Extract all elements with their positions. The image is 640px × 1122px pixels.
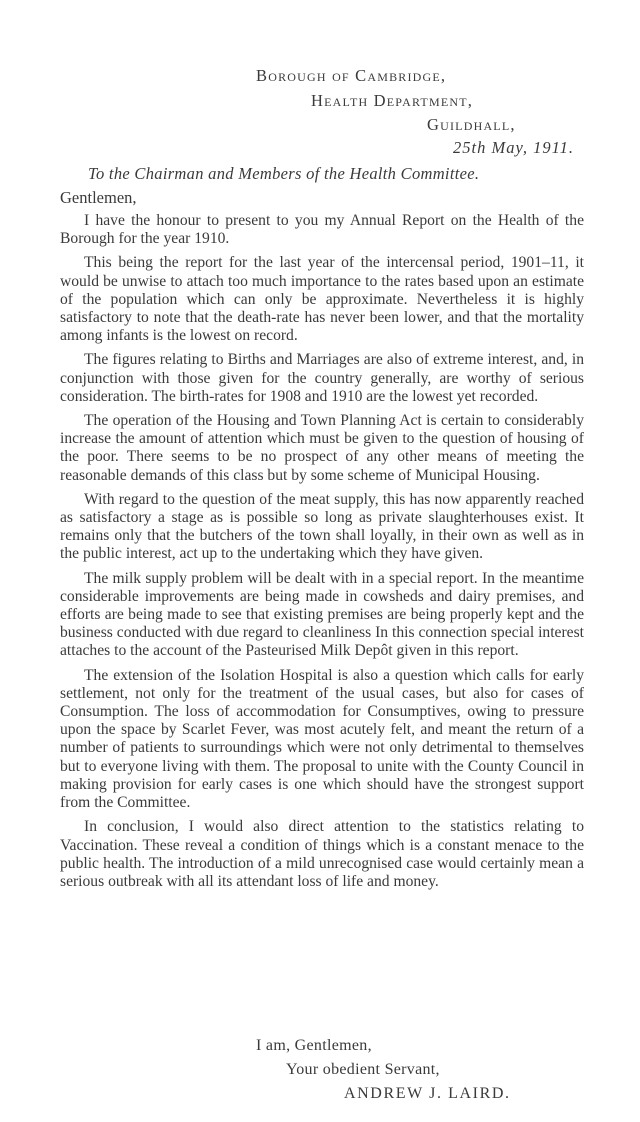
letter-body — [60, 212, 584, 897]
letterhead-borough: Borough of Cambridge, — [256, 66, 447, 85]
signature: ANDREW J. LAIRD. — [344, 1085, 511, 1102]
paragraph-1: I have the honour to present to you my Annual Report on the Health of the Borough for the year 1910. — [60, 212, 584, 248]
letterhead-department: Health Department, — [311, 91, 474, 110]
paragraph-2: This being the report for the last year of the intercensal period, 1901–11, it would be unwise to attach too much importance to the rates based upon an estimate of the population which can only be approximate. Nevertheless it is highly satisfactory to note that the death-rate has never been lower, and that the mortality among infants is the lowest on record. — [60, 254, 584, 345]
addressee: To the Chairman and Members of the Health Committee. — [88, 164, 480, 183]
letter-date: 25th May, 1911. — [453, 138, 575, 157]
closing-servant: Your obedient Servant, — [286, 1061, 440, 1078]
closing-line: I am, Gentlemen, — [256, 1037, 372, 1054]
paragraph-5: With regard to the question of the meat supply, this has now apparently reached as satisfactory a stage as is possible so long as private slaughterhouses exist. It remains only that the butchers of the town shall loyally, in their own as well as in the public interest, act up to the undertaking which they have given. — [60, 490, 584, 563]
letterhead-address: Guildhall, — [427, 115, 516, 134]
paragraph-6: The milk supply problem will be dealt with in a special report. In the meantime considerable improvements are being made in cowsheds and dairy premises, and efforts are being made to see that existing premises are being properly kept and the business conducted with due regard to cleanliness In this connection special interest attaches to the account of the Pasteurised Milk Depôt given in this report. — [60, 569, 584, 660]
paragraph-3: The figures relating to Births and Marriages are also of extreme interest, and, in conjunction with those given for the country generally, are worthy of serious consideration. The birth-rates for 1908 and 1910 are the lowest yet recorded. — [60, 351, 584, 405]
greeting: Gentlemen, — [60, 188, 137, 207]
paragraph-4: The operation of the Housing and Town Planning Act is certain to considerably increase the amount of attention which must be given to the question of housing of the poor. There seems to be no prospect of any other means of meeting the reasonable demands of this class but by some scheme of Municipal Housing. — [60, 412, 584, 484]
paragraph-8: In conclusion, I would also direct attention to the statistics relating to Vaccination. These reveal a condition of things which is a constant menace to the public health. The introduction of a mild unrecognised case would certainly mean a serious outbreak with all its attendant loss of life and money. — [60, 818, 584, 890]
paragraph-7: The extension of the Isolation Hospital is also a question which calls for early settlement, not only for the treatment of the usual cases, but also for cases of Consumption. The loss of accommodation for Consumptives, owing to pressure upon the space by Scarlet Fever, was most acutely felt, and meant the return of a number of patients to surroundings which were not only detrimental to themselves but to everyone living with them. The proposal to unite with the County Council in making provision for early cases is one which should have the strongest support from the Committee. — [60, 666, 584, 812]
